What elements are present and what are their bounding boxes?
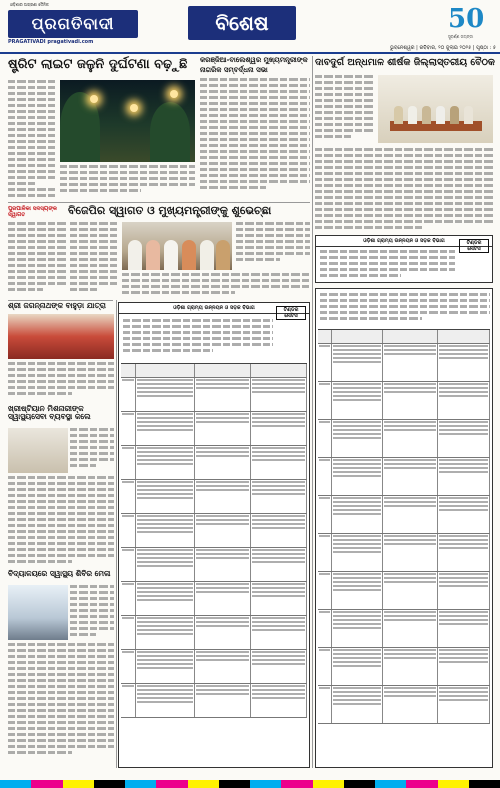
newspaper-logo: ପ୍ରଗତିବାଦୀ	[8, 10, 138, 38]
notice-intro	[320, 293, 490, 327]
notice-table	[121, 363, 307, 763]
headline-school: ବିଦ୍ୟାଳୟରେ ସ୍ୱାସ୍ଥ୍ୟ ଶିବିର ମେଳା	[8, 569, 111, 578]
anniversary-number: 50	[448, 4, 485, 34]
headline-cm-b: ନାଗରିକ ସମ୍ବର୍ଦ୍ଧନା ସଭା	[200, 66, 268, 74]
column-rule	[116, 300, 117, 768]
hospital-photo	[8, 428, 68, 473]
article-text-6	[8, 222, 66, 297]
article-text-2	[60, 165, 195, 198]
anniversary-logo	[448, 4, 494, 44]
masthead	[0, 0, 500, 54]
tender-notice-small	[315, 235, 493, 283]
notice-badge: ଟିଣ୍ଡର ନୋଟିସ	[459, 239, 489, 253]
article-text-5	[315, 148, 493, 230]
article-text-3	[200, 78, 310, 198]
rath-yatra-photo	[8, 314, 114, 359]
anniversary-caption: ସୁବର୍ଣ୍ଣ ଜୟନ୍ତୀ	[448, 34, 474, 39]
headline-health: ଖ୍ରୀଷ୍ଟିୟାନ ମିଶନାରୀଙ୍କ ସ୍ୱାସ୍ଥ୍ୟସେବା ବ୍ୟବସ୍ଥା କଲେ	[8, 404, 91, 422]
notice-badge: ଟିଣ୍ଡର ନୋଟିସ	[276, 306, 306, 320]
print-color-bar	[0, 780, 500, 788]
tender-notice-1	[118, 302, 310, 768]
tagline: ଓଡ଼ିଶାର ଅଗ୍ରଣୀ ଦୈନିକ	[10, 2, 49, 7]
article-text-4	[315, 75, 375, 145]
divider	[8, 202, 310, 203]
notice-text	[320, 250, 455, 280]
notice-title: ଓଡ଼ିଶା ଗ୍ରାମ୍ୟ ଉନ୍ନୟନ ଓ ସଡ଼କ ବିଭାଗ	[119, 303, 309, 314]
article-text-1	[8, 80, 56, 198]
article-text-13	[70, 585, 114, 640]
tender-notice-2	[315, 288, 493, 768]
headline-cm-a: କରଞ୍ଜିଆ-ବାଲେଶ୍ୱର ମୁଖ୍ୟମନ୍ତ୍ରୀଙ୍କ	[200, 56, 308, 64]
headline-street-light: ଷ୍ଟ୍ରିଟ ଲାଇଟ ଜଳୁନି ଦୁର୍ଘଟଣା ବଢ଼ୁଛି	[8, 57, 188, 72]
notice-intro	[123, 319, 273, 359]
school-photo	[8, 585, 68, 640]
article-text-7	[70, 222, 118, 297]
column-rule	[312, 56, 313, 768]
article-text-10	[8, 362, 114, 402]
article-text-14	[8, 643, 114, 763]
notice-title: ଓଡ଼ିଶା ଗ୍ରାମ୍ୟ ଉନ୍ନୟନ ଓ ସଡ଼କ ବିଭାଗ	[316, 236, 492, 247]
article-text-9	[236, 222, 310, 270]
article-text-12	[8, 476, 114, 566]
headline-councillor: ପୁରପାଳିକା ସଦସ୍ୟଙ୍କ ସ୍ୱାଗତ	[8, 206, 57, 219]
notice-table	[318, 329, 490, 765]
headline-rath: ଶ୍ରୀ ଜଗନ୍ନାଥଙ୍କ ବାହୁଡ଼ା ଯାତ୍ରା	[8, 301, 106, 310]
headline-meeting: ଦାବଦୁର୍ଗ ଅନ୍ଧମାଳ ଶୀର୍ଷକ ଜିଲ୍ଲାସ୍ତରୀୟ ବୈଠକ	[315, 57, 495, 68]
section-title: ବିଶେଷ	[188, 6, 296, 40]
meeting-photo	[378, 75, 493, 143]
headline-bjp: ବିଜେପିର ସ୍ୱାଗତ ଓ ମୁଖ୍ୟମନ୍ତ୍ରୀଙ୍କୁ ଶୁଭେଚ୍ଛା	[68, 204, 272, 217]
article-text-8	[122, 273, 310, 299]
street-light-photo	[60, 80, 195, 162]
article-text-11	[70, 428, 114, 473]
bjp-group-photo	[122, 222, 232, 270]
dateline: ଭୁବନେଶ୍ୱର | ରବିବାର, ୨୦ ଜୁଲାଇ ୨୦୨୫ | ପୃଷ୍ଠା : ୫	[390, 45, 496, 51]
logo-subtitle: PRAGATIVADI pragativadi.com	[8, 39, 94, 45]
